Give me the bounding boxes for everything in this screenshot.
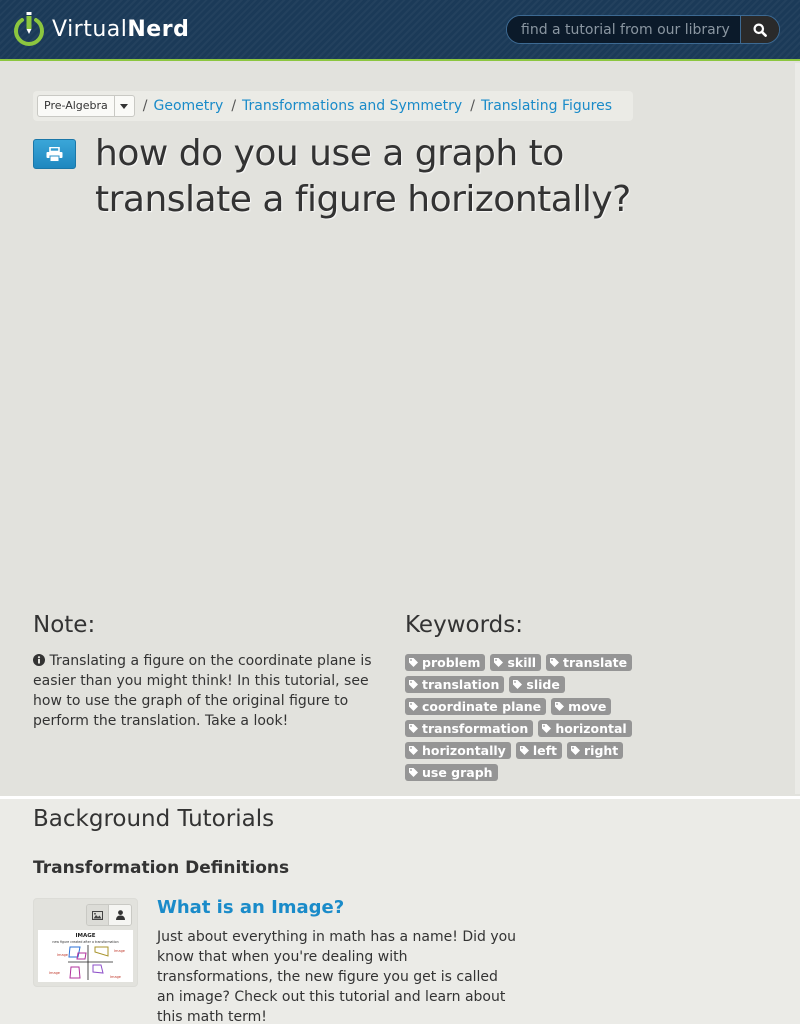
search-button[interactable] xyxy=(740,16,779,43)
tag-icon xyxy=(409,724,418,733)
print-button[interactable] xyxy=(33,139,76,169)
keyword-label: coordinate plane xyxy=(422,699,542,714)
keyword-tag[interactable] xyxy=(405,698,546,715)
search-input[interactable] xyxy=(507,16,740,43)
keyword-label: transformation xyxy=(422,721,529,736)
keyword-label: skill xyxy=(507,655,537,670)
keyword-tag[interactable] xyxy=(405,764,498,781)
keyword-tag[interactable] xyxy=(567,742,623,759)
user-view-button[interactable] xyxy=(109,905,131,925)
background-tutorials-heading: Background Tutorials xyxy=(33,806,275,832)
tag-icon xyxy=(409,746,418,755)
svg-text:Image: Image xyxy=(57,953,68,957)
user-icon xyxy=(116,910,125,920)
thumbnail-toggle-group xyxy=(86,904,132,926)
tag-icon xyxy=(550,658,559,667)
svg-text:IMAGE: IMAGE xyxy=(75,933,96,939)
keyword-list xyxy=(405,654,635,781)
tutorial-thumbnail-card[interactable] xyxy=(33,898,138,987)
tag-icon xyxy=(520,746,529,755)
logo-text-light: Virtual xyxy=(52,16,128,42)
keywords-heading: Keywords: xyxy=(405,612,523,638)
keyword-label: horizontal xyxy=(555,721,627,736)
note-body: Translating a figure on the coordinate plane is easier than you might think! In this tutorial, see how to use the graph of the original figure to perform the translation. Take a look! xyxy=(33,653,372,729)
svg-text:Image: Image xyxy=(110,975,121,979)
tutorial-description: Just about everything in math has a name! Did you know that when you're dealing with transformations, the new figure you get is called an image? Check out this tutorial and learn about this math term! xyxy=(157,929,517,1024)
page-title: how do you use a graph to translate a figure horizontally? xyxy=(95,133,631,220)
right-scroll-strip xyxy=(795,63,800,794)
breadcrumb-separator: / xyxy=(142,98,148,114)
note-heading: Note: xyxy=(33,612,96,638)
breadcrumb xyxy=(33,91,633,121)
breadcrumb-separator: / xyxy=(231,98,237,114)
tag-icon xyxy=(571,746,580,755)
keyword-tag[interactable] xyxy=(405,676,504,693)
keyword-label: slide xyxy=(526,677,560,692)
virtualnerd-logo[interactable] xyxy=(13,11,189,47)
caret-down-icon[interactable] xyxy=(115,96,134,116)
keyword-tag[interactable] xyxy=(538,720,631,737)
power-pencil-icon xyxy=(13,11,45,47)
keyword-tag[interactable] xyxy=(405,742,511,759)
tag-icon xyxy=(409,658,418,667)
svg-text:Image: Image xyxy=(49,971,60,975)
keyword-tag[interactable] xyxy=(405,654,485,671)
keyword-tag[interactable] xyxy=(490,654,541,671)
keyword-tag[interactable] xyxy=(516,742,562,759)
search-icon xyxy=(753,23,767,37)
tag-icon xyxy=(494,658,503,667)
keyword-label: horizontally xyxy=(422,743,506,758)
svg-text:Image: Image xyxy=(114,949,125,953)
tag-icon xyxy=(555,702,564,711)
image-view-button[interactable] xyxy=(87,905,109,925)
print-icon xyxy=(46,147,63,162)
keyword-label: right xyxy=(584,743,619,758)
keyword-tag[interactable] xyxy=(546,654,632,671)
subject-dropdown[interactable] xyxy=(37,95,135,117)
top-header xyxy=(0,0,800,61)
breadcrumb-link-translating-figures[interactable]: Translating Figures xyxy=(480,98,613,114)
keyword-label: problem xyxy=(422,655,481,670)
picture-icon xyxy=(92,911,103,920)
tutorial-group-heading: Transformation Definitions xyxy=(33,858,290,878)
subject-dropdown-label: Pre-Algebra xyxy=(38,96,115,116)
logo-text-bold: Nerd xyxy=(127,16,190,42)
keyword-tag[interactable] xyxy=(551,698,611,715)
tag-icon xyxy=(409,702,418,711)
logo-text xyxy=(52,17,189,42)
tag-icon xyxy=(542,724,551,733)
svg-text:new figure created after a tra: new figure created after a transformation xyxy=(52,940,119,944)
note-text xyxy=(33,651,383,731)
keyword-label: translate xyxy=(563,655,628,670)
search-bar xyxy=(506,15,780,44)
tutorial-link-what-is-an-image[interactable]: What is an Image? xyxy=(157,897,345,918)
keyword-label: use graph xyxy=(422,765,493,780)
tag-icon xyxy=(409,768,418,777)
keyword-label: translation xyxy=(422,677,500,692)
keyword-label: left xyxy=(532,743,558,758)
breadcrumb-separator: / xyxy=(470,98,475,114)
info-icon xyxy=(33,654,45,666)
keyword-tag[interactable] xyxy=(405,720,533,737)
keyword-tag[interactable] xyxy=(509,676,564,693)
breadcrumb-link-transformations[interactable]: Transformations and Symmetry xyxy=(242,98,463,114)
tutorial-thumbnail-image[interactable] xyxy=(38,930,133,982)
tag-icon xyxy=(409,680,418,689)
tag-icon xyxy=(513,680,522,689)
keyword-label: move xyxy=(568,699,607,714)
breadcrumb-link-geometry[interactable]: Geometry xyxy=(153,98,224,114)
